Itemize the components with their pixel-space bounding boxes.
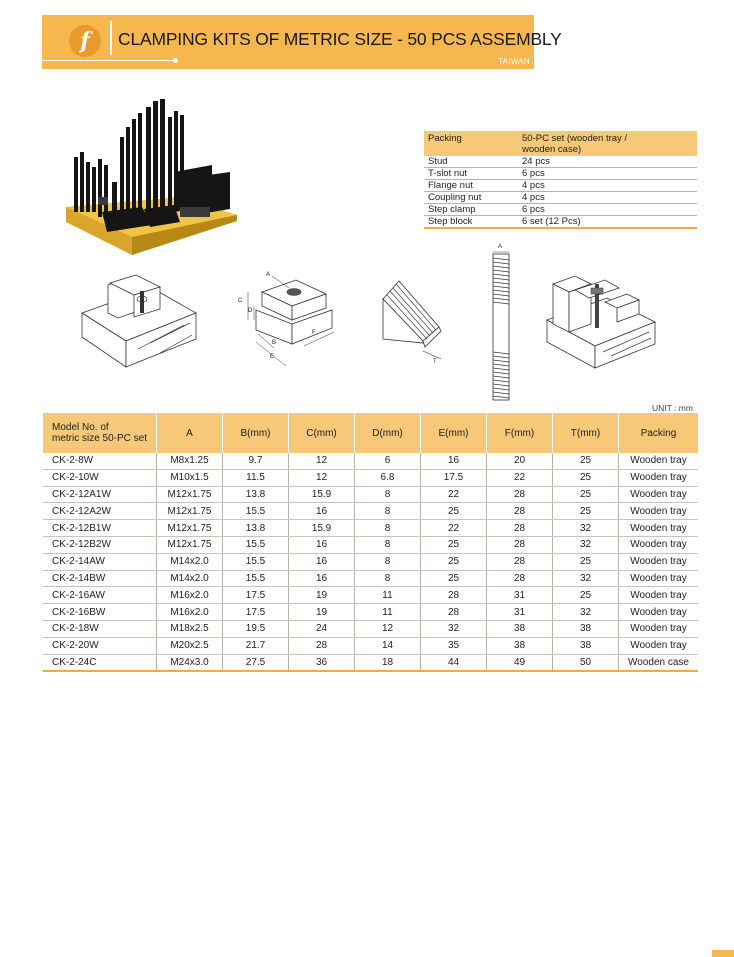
step-clamp-drawing	[80, 273, 198, 369]
col-model: Model No. of metric size 50-PC set	[43, 413, 157, 453]
table-cell: CK-2-8W	[43, 453, 157, 469]
table-cell: 20	[487, 453, 553, 469]
table-cell: 25	[421, 570, 487, 587]
table-cell: 32	[553, 604, 619, 621]
clamping-kit-photo	[62, 97, 240, 257]
table-cell: 11	[355, 604, 421, 621]
brand-logo-icon: f	[69, 25, 101, 57]
banner-dot	[173, 58, 178, 63]
table-row	[43, 604, 698, 621]
banner-underline	[42, 60, 176, 61]
packing-item: Step block	[424, 216, 518, 229]
table-cell: 8	[355, 503, 421, 520]
table-cell: 38	[487, 620, 553, 637]
dim-label-t: T	[433, 359, 437, 365]
table-cell: 49	[487, 654, 553, 671]
table-row	[43, 486, 698, 503]
table-cell: M12x1.75	[157, 486, 223, 503]
dim-label-f: F	[312, 330, 316, 336]
table-cell: 31	[487, 604, 553, 621]
table-cell: Wooden tray	[619, 536, 699, 553]
table-row	[43, 536, 698, 553]
table-cell: M24x3.0	[157, 654, 223, 671]
table-cell: 28	[289, 637, 355, 654]
table-cell: CK-2-14AW	[43, 553, 157, 570]
table-cell: 19	[289, 587, 355, 604]
table-cell: M12x1.75	[157, 520, 223, 537]
table-cell: 35	[421, 637, 487, 654]
table-cell: 13.8	[223, 520, 289, 537]
table-cell: 11.5	[223, 469, 289, 486]
table-cell: 28	[487, 520, 553, 537]
col-t: T(mm)	[553, 413, 619, 453]
spec-table-header	[43, 413, 698, 453]
packing-row	[424, 180, 697, 192]
dim-label-a-stud: A	[498, 244, 503, 250]
table-cell: Wooden case	[619, 654, 699, 671]
packing-row	[424, 192, 697, 204]
table-cell: 14	[355, 637, 421, 654]
packing-qty: 6 pcs	[518, 204, 697, 216]
packing-row	[424, 216, 697, 229]
table-cell: 25	[553, 553, 619, 570]
step-block-drawing	[379, 279, 455, 365]
table-row	[43, 469, 698, 486]
table-row	[43, 553, 698, 570]
table-cell: Wooden tray	[619, 503, 699, 520]
table-cell: CK-2-12B1W	[43, 520, 157, 537]
table-cell: 27.5	[223, 654, 289, 671]
packing-header-label: Packing	[424, 131, 518, 156]
table-cell: 25	[421, 553, 487, 570]
table-cell: 25	[553, 503, 619, 520]
table-cell: 19.5	[223, 620, 289, 637]
table-cell: CK-2-16AW	[43, 587, 157, 604]
table-cell: M14x2.0	[157, 553, 223, 570]
table-cell: Wooden tray	[619, 453, 699, 469]
table-cell: 32	[553, 570, 619, 587]
packing-header-value: 50-PC set (wooden tray / wooden case)	[518, 131, 697, 156]
table-row	[43, 503, 698, 520]
table-cell: 28	[487, 486, 553, 503]
table-cell: 8	[355, 520, 421, 537]
table-cell: 17.5	[421, 469, 487, 486]
col-c: C(mm)	[289, 413, 355, 453]
table-cell: Wooden tray	[619, 604, 699, 621]
table-cell: M12x1.75	[157, 536, 223, 553]
table-cell: CK-2-16BW	[43, 604, 157, 621]
table-cell: 25	[553, 469, 619, 486]
table-cell: Wooden tray	[619, 587, 699, 604]
table-cell: 31	[487, 587, 553, 604]
table-cell: 15.9	[289, 520, 355, 537]
table-cell: 8	[355, 570, 421, 587]
packing-row	[424, 204, 697, 216]
table-cell: 12	[289, 453, 355, 469]
table-cell: 28	[421, 604, 487, 621]
packing-row	[424, 168, 697, 180]
table-cell: 50	[553, 654, 619, 671]
table-cell: 36	[289, 654, 355, 671]
dim-label-d: D	[248, 308, 253, 314]
packing-qty: 4 pcs	[518, 180, 697, 192]
packing-item: Stud	[424, 156, 518, 168]
t-slot-nut-drawing	[234, 270, 338, 374]
packing-item: T-slot nut	[424, 168, 518, 180]
table-row	[43, 587, 698, 604]
table-cell: 15.5	[223, 570, 289, 587]
specification-table	[43, 413, 698, 672]
table-cell: 16	[289, 503, 355, 520]
header-banner	[42, 15, 562, 69]
col-b: B(mm)	[223, 413, 289, 453]
table-cell: 21.7	[223, 637, 289, 654]
table-cell: 28	[487, 553, 553, 570]
table-cell: 11	[355, 587, 421, 604]
table-cell: M10x1.5	[157, 469, 223, 486]
table-cell: 25	[553, 587, 619, 604]
table-cell: CK-2-14BW	[43, 570, 157, 587]
table-cell: M16x2.0	[157, 587, 223, 604]
table-cell: M14x2.0	[157, 570, 223, 587]
table-row	[43, 620, 698, 637]
packing-item: Step clamp	[424, 204, 518, 216]
packing-qty: 24 pcs	[518, 156, 697, 168]
table-cell: M8x1.25	[157, 453, 223, 469]
table-cell: 25	[553, 486, 619, 503]
table-cell: 32	[553, 520, 619, 537]
table-cell: 19	[289, 604, 355, 621]
table-row	[43, 453, 698, 469]
table-cell: 16	[289, 570, 355, 587]
packing-table-header	[424, 131, 697, 156]
table-cell: 17.5	[223, 604, 289, 621]
table-row	[43, 520, 698, 537]
table-cell: 25	[553, 453, 619, 469]
packing-item: Flange nut	[424, 180, 518, 192]
table-cell: 9.7	[223, 453, 289, 469]
table-cell: Wooden tray	[619, 620, 699, 637]
table-cell: 6	[355, 453, 421, 469]
dim-label-b: B	[272, 340, 277, 346]
packing-qty: 6 set (12 Pcs)	[518, 216, 697, 229]
table-row	[43, 654, 698, 671]
page-corner-tab	[712, 950, 734, 957]
table-cell: 16	[289, 553, 355, 570]
table-cell: 32	[421, 620, 487, 637]
table-cell: Wooden tray	[619, 570, 699, 587]
page-title: CLAMPING KITS OF METRIC SIZE - 50 PCS ASSEMBLY	[118, 29, 562, 49]
table-cell: 17.5	[223, 587, 289, 604]
table-row	[43, 637, 698, 654]
table-row	[43, 570, 698, 587]
table-cell: CK-2-10W	[43, 469, 157, 486]
table-cell: 25	[421, 536, 487, 553]
table-cell: 32	[553, 536, 619, 553]
table-cell: 22	[421, 520, 487, 537]
col-packing: Packing	[619, 413, 699, 453]
banner-divider	[110, 21, 112, 55]
table-cell: CK-2-12A2W	[43, 503, 157, 520]
table-cell: 22	[487, 469, 553, 486]
table-cell: 38	[553, 637, 619, 654]
table-cell: 38	[553, 620, 619, 637]
table-cell: 13.8	[223, 486, 289, 503]
table-cell: 28	[487, 503, 553, 520]
table-cell: 28	[487, 570, 553, 587]
table-cell: 8	[355, 486, 421, 503]
table-cell: Wooden tray	[619, 637, 699, 654]
packing-contents-table	[424, 131, 697, 229]
table-cell: 16	[289, 536, 355, 553]
table-cell: 6.8	[355, 469, 421, 486]
table-cell: CK-2-20W	[43, 637, 157, 654]
table-cell: 12	[355, 620, 421, 637]
table-cell: Wooden tray	[619, 486, 699, 503]
packing-qty: 4 pcs	[518, 192, 697, 204]
table-cell: 25	[421, 503, 487, 520]
dim-label-c: C	[238, 298, 243, 304]
table-cell: M16x2.0	[157, 604, 223, 621]
table-cell: Wooden tray	[619, 520, 699, 537]
packing-item: Coupling nut	[424, 192, 518, 204]
table-cell: CK-2-12A1W	[43, 486, 157, 503]
table-cell: CK-2-24C	[43, 654, 157, 671]
country-label: TAIWAN	[497, 57, 530, 66]
table-cell: 15.5	[223, 503, 289, 520]
table-cell: M18x2.5	[157, 620, 223, 637]
dim-label-a: A	[266, 272, 271, 278]
table-cell: 44	[421, 654, 487, 671]
table-cell: CK-2-12B2W	[43, 536, 157, 553]
stud-drawing	[484, 240, 518, 402]
packing-row	[424, 156, 697, 168]
table-cell: 24	[289, 620, 355, 637]
table-cell: 15.5	[223, 536, 289, 553]
col-e: E(mm)	[421, 413, 487, 453]
table-cell: M20x2.5	[157, 637, 223, 654]
table-cell: 28	[421, 587, 487, 604]
col-f: F(mm)	[487, 413, 553, 453]
table-cell: 15.5	[223, 553, 289, 570]
table-cell: 18	[355, 654, 421, 671]
unit-label: UNIT : mm	[652, 403, 693, 413]
table-cell: 12	[289, 469, 355, 486]
table-cell: Wooden tray	[619, 553, 699, 570]
table-cell: 38	[487, 637, 553, 654]
table-cell: M12x1.75	[157, 503, 223, 520]
table-cell: CK-2-18W	[43, 620, 157, 637]
clamp-assembly-drawing	[545, 270, 657, 370]
col-a: A	[157, 413, 223, 453]
table-cell: 8	[355, 553, 421, 570]
dim-label-e: E	[270, 354, 275, 360]
table-cell: 15.9	[289, 486, 355, 503]
col-d: D(mm)	[355, 413, 421, 453]
table-cell: 8	[355, 536, 421, 553]
table-cell: 28	[487, 536, 553, 553]
table-cell: 16	[421, 453, 487, 469]
table-cell: Wooden tray	[619, 469, 699, 486]
table-cell: 22	[421, 486, 487, 503]
packing-qty: 6 pcs	[518, 168, 697, 180]
